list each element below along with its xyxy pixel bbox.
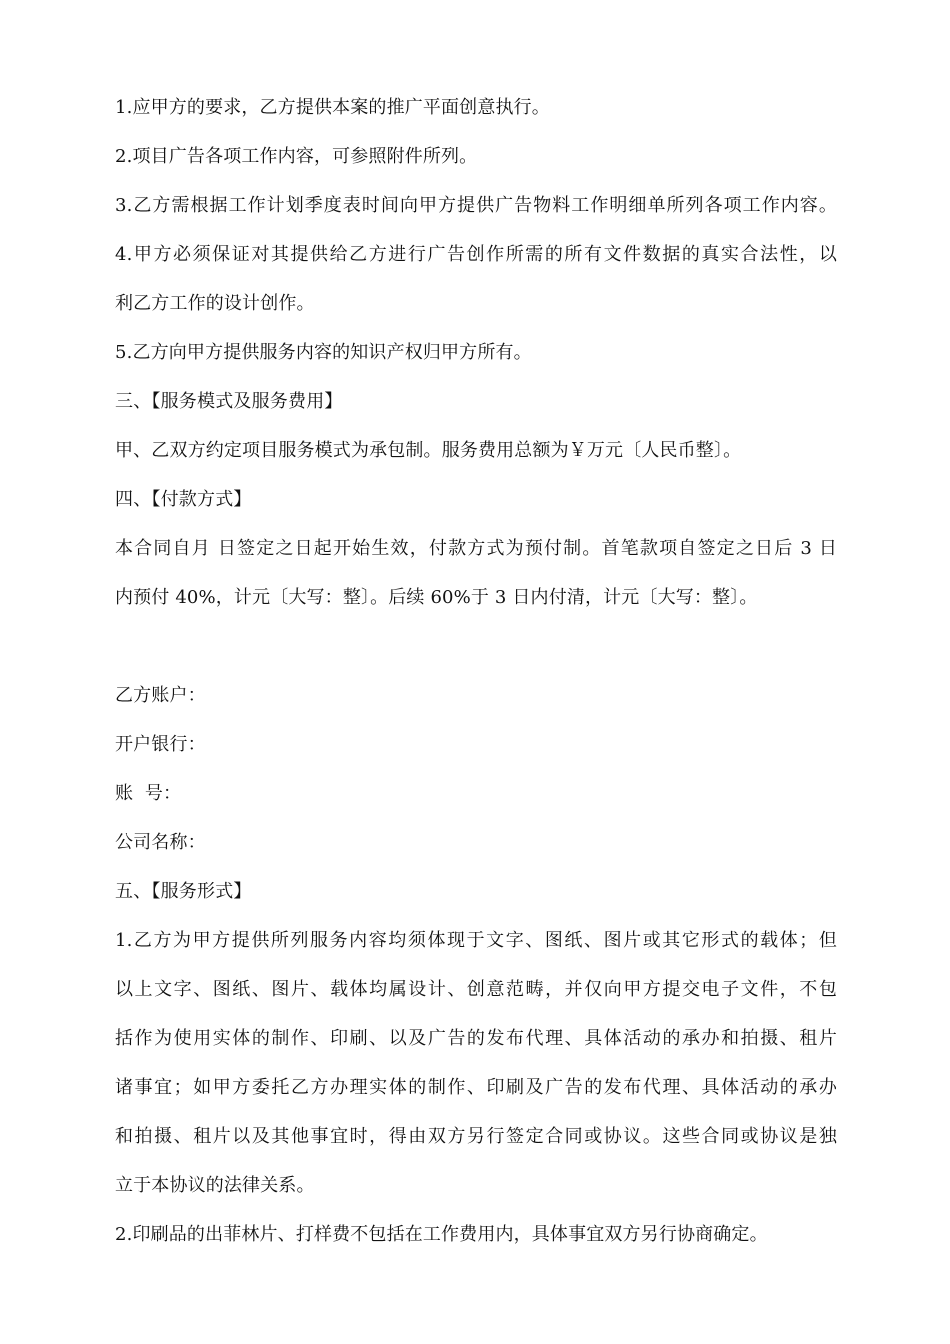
section-5-item-1-line-1: 1.乙方为甲方提供所列服务内容均须体现于文字、图纸、图片或其它形式的载体；但: [115, 930, 837, 951]
bank-label: 开户银行：: [115, 734, 206, 755]
clause-1: 1.应甲方的要求，乙方提供本案的推广平面创意执行。: [115, 97, 550, 118]
section-5-item-1-line-4: 诸事宜；如甲方委托乙方办理实体的制作、印刷及广告的发布代理、具体活动的承办: [115, 1077, 837, 1098]
section-3-heading: 三、【服务模式及服务费用】: [115, 391, 343, 412]
section-5-item-2: 2.印刷品的出菲林片、打样费不包括在工作费用内，具体事宜双方另行协商确定。: [115, 1224, 768, 1245]
company-name-label: 公司名称：: [115, 832, 206, 853]
clause-4-line-1: 4.甲方必须保证对其提供给乙方进行广告创作所需的所有文件数据的真实合法性，以: [115, 244, 837, 265]
clause-5: 5.乙方向甲方提供服务内容的知识产权归甲方所有。: [115, 342, 532, 363]
section-4-line-2: 内预付 40%，计元〔大写：整〕。后续 60%于 3 日内付清，计元〔大写：整〕。: [115, 587, 758, 608]
clause-3: 3.乙方需根据工作计划季度表时间向甲方提供广告物料工作明细单所列各项工作内容。: [115, 195, 837, 216]
clause-4-line-2: 利乙方工作的设计创作。: [115, 293, 315, 314]
section-5-item-1-line-5: 和拍摄、租片以及其他事宜时，得由双方另行签定合同或协议。这些合同或协议是独: [115, 1126, 837, 1147]
section-5-item-1-line-3: 括作为使用实体的制作、印刷、以及广告的发布代理、具体活动的承办和拍摄、租片: [115, 1028, 837, 1049]
section-4-heading: 四、【付款方式】: [115, 489, 252, 510]
clause-2: 2.项目广告各项工作内容，可参照附件所列。: [115, 146, 478, 167]
account-label: 乙方账户：: [115, 685, 206, 706]
section-5-heading: 五、【服务形式】: [115, 881, 252, 902]
section-5-item-1-line-6: 立于本协议的法律关系。: [115, 1175, 315, 1196]
section-5-item-1-line-2: 以上文字、图纸、图片、载体均属设计、创意范畴，并仅向甲方提交电子文件，不包: [115, 979, 837, 1000]
section-3-text: 甲、乙双方约定项目服务模式为承包制。服务费用总额为￥万元〔人民币整〕。: [115, 440, 742, 461]
account-number-label: 账 号：: [115, 783, 182, 804]
section-4-line-1: 本合同自月 日签定之日起开始生效，付款方式为预付制。首笔款项自签定之日后 3 日: [115, 538, 837, 559]
